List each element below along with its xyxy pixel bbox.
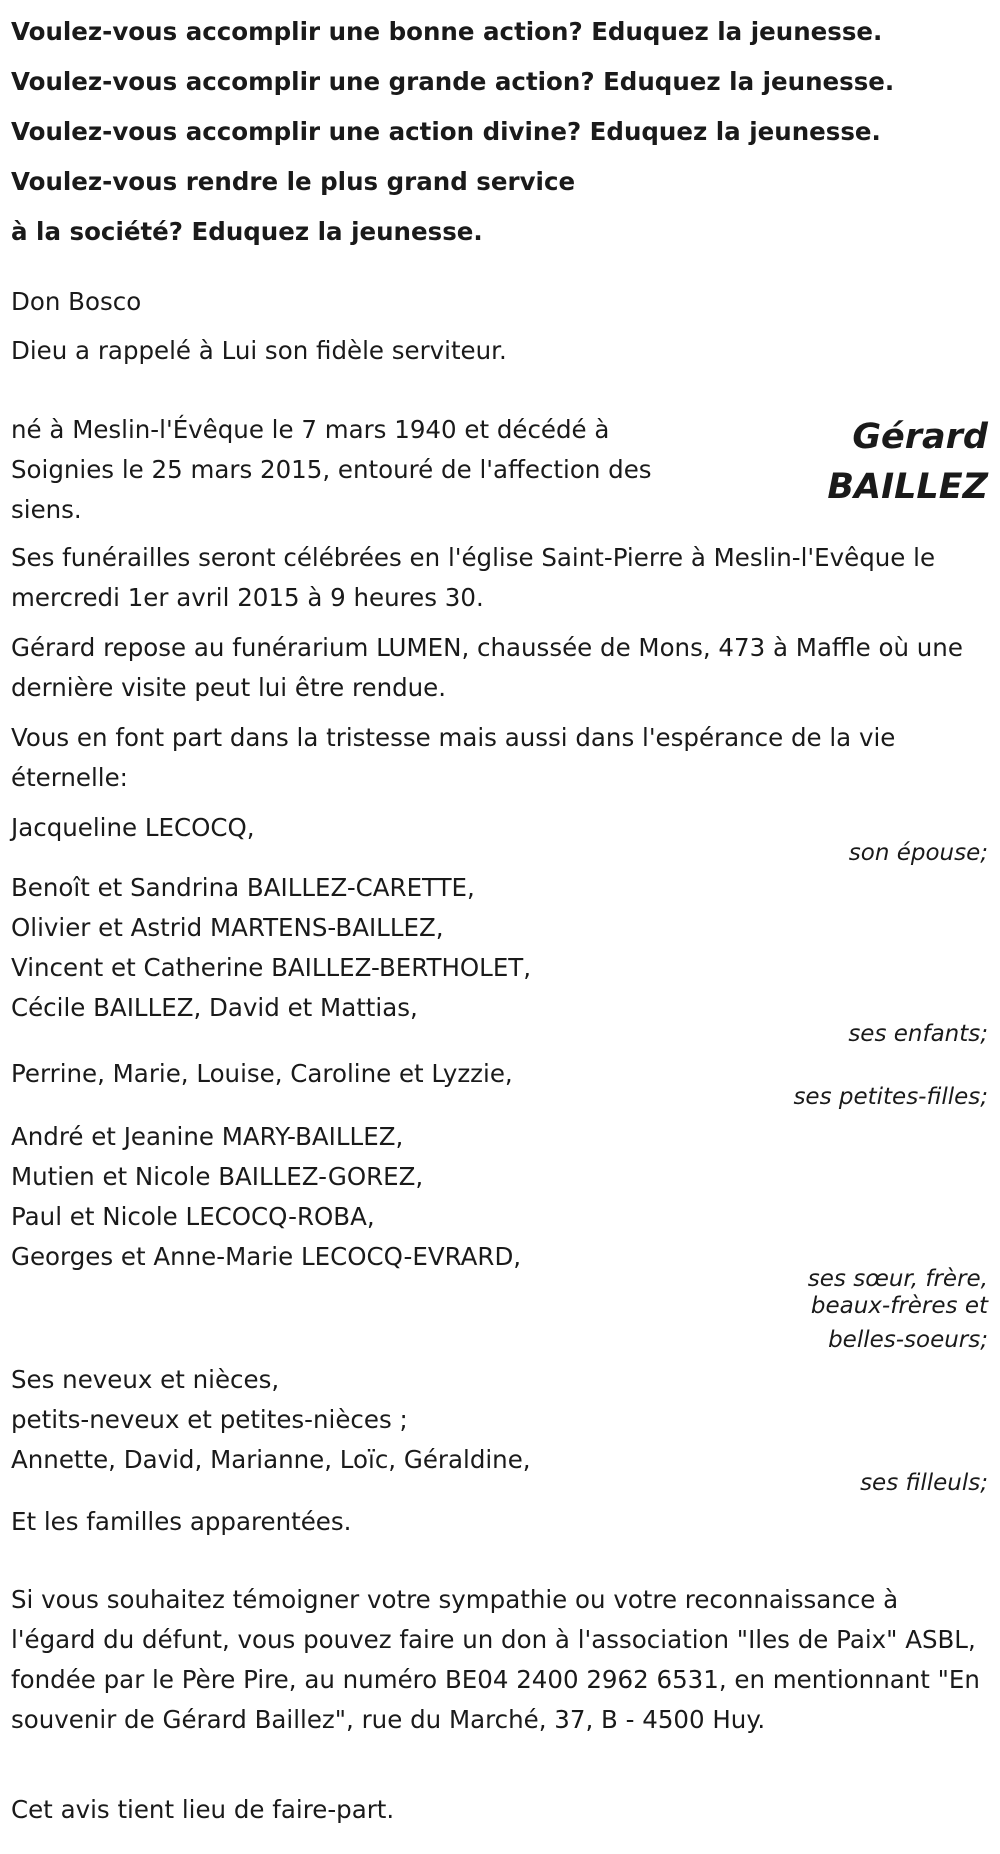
birth-death-text: né à Meslin-l'Évêque le 7 mars 1940 et décédé à Soignies le 25 mars 2015, entouré de l'affection des siens. [11, 415, 652, 524]
list-item: Jacqueline LECOCQ, [11, 813, 255, 842]
announce-text: Vous en font part dans la tristesse mais aussi dans l'espérance de la vie éternelle: [11, 723, 896, 792]
spouse-role: son épouse; [848, 840, 988, 866]
godchildren-list [11, 1360, 531, 1480]
donation-text: Si vous souhaitez témoigner votre sympathie ou votre reconnaissance à l'égard du défunt, vous pouvez faire un don à l'association "Iles de Paix" ASBL, fondée par le Père Pire, au numéro BE04 2400 2962 6531, en mentionnant "En souvenir de Gérard Baillez", rue du Marché, 37, B - 4500 Huy. [11, 1585, 980, 1734]
funeral-text: Ses funérailles seront célébrées en l'église Saint-Pierre à Meslin-l'Evêque le mercredi 1er avril 2015 à 9 heures 30. [11, 543, 936, 612]
quote-line: Voulez-vous accomplir une grande action? Eduquez la jeunesse. [11, 67, 895, 96]
role-line: beaux-frères et [810, 1293, 988, 1319]
children-list [11, 868, 531, 1028]
list-item: Vincent et Catherine BAILLEZ-BERTHOLET, [11, 953, 532, 982]
list-item: Ses neveux et nièces, [11, 1365, 280, 1394]
list-item: Annette, David, Marianne, Loïc, Géraldine, [11, 1445, 531, 1474]
list-item: Cécile BAILLEZ, David et Mattias, [11, 993, 418, 1022]
deceased-first-name: Gérard [852, 417, 988, 457]
deceased-last-name: BAILLEZ [827, 467, 988, 507]
children-role: ses enfants; [848, 1021, 988, 1047]
siblings-role [808, 1266, 988, 1320]
siblings-role-end: belles-soeurs; [828, 1327, 988, 1353]
granddaughters-list [11, 1054, 513, 1094]
godchildren-role: ses filleuls; [860, 1470, 988, 1496]
quote-author: Don Bosco [11, 287, 142, 316]
spouse-name [11, 808, 255, 848]
list-item: André et Jeanine MARY-BAILLEZ, [11, 1122, 404, 1151]
role-line: ses sœur, frère, [807, 1266, 988, 1292]
granddaughters-role: ses petites-filles; [793, 1084, 988, 1110]
list-item: Paul et Nicole LECOCQ-ROBA, [11, 1202, 375, 1231]
siblings-list [11, 1117, 521, 1277]
funerarium-text: Gérard repose au funérarium LUMEN, chaussée de Mons, 473 à Maffle où une dernière visite peut lui être rendue. [11, 633, 963, 702]
quote-line: Voulez-vous accomplir une bonne action? Eduquez la jeunesse. [11, 17, 883, 46]
list-item: Georges et Anne-Marie LECOCQ-EVRARD, [11, 1242, 522, 1271]
list-item: Mutien et Nicole BAILLEZ-GOREZ, [11, 1162, 424, 1191]
list-item: Perrine, Marie, Louise, Caroline et Lyzzie, [11, 1059, 513, 1088]
quote-block [11, 7, 991, 257]
closing-text: Cet avis tient lieu de faire-part. [11, 1795, 395, 1824]
list-item: petits-neveux et petites-nièces ; [11, 1405, 408, 1434]
quote-line: Voulez-vous accomplir une action divine? Eduquez la jeunesse. [11, 117, 881, 146]
list-item: Olivier et Astrid MARTENS-BAILLEZ, [11, 913, 444, 942]
intro-text: Dieu a rappelé à Lui son fidèle serviteur. [11, 336, 507, 365]
deceased-name [827, 412, 988, 512]
quote-line: Voulez-vous rendre le plus grand service [11, 167, 576, 196]
related-families: Et les familles apparentées. [11, 1507, 352, 1536]
quote-line: à la société? Eduquez la jeunesse. [11, 217, 483, 246]
list-item: Benoît et Sandrina BAILLEZ-CARETTE, [11, 873, 475, 902]
